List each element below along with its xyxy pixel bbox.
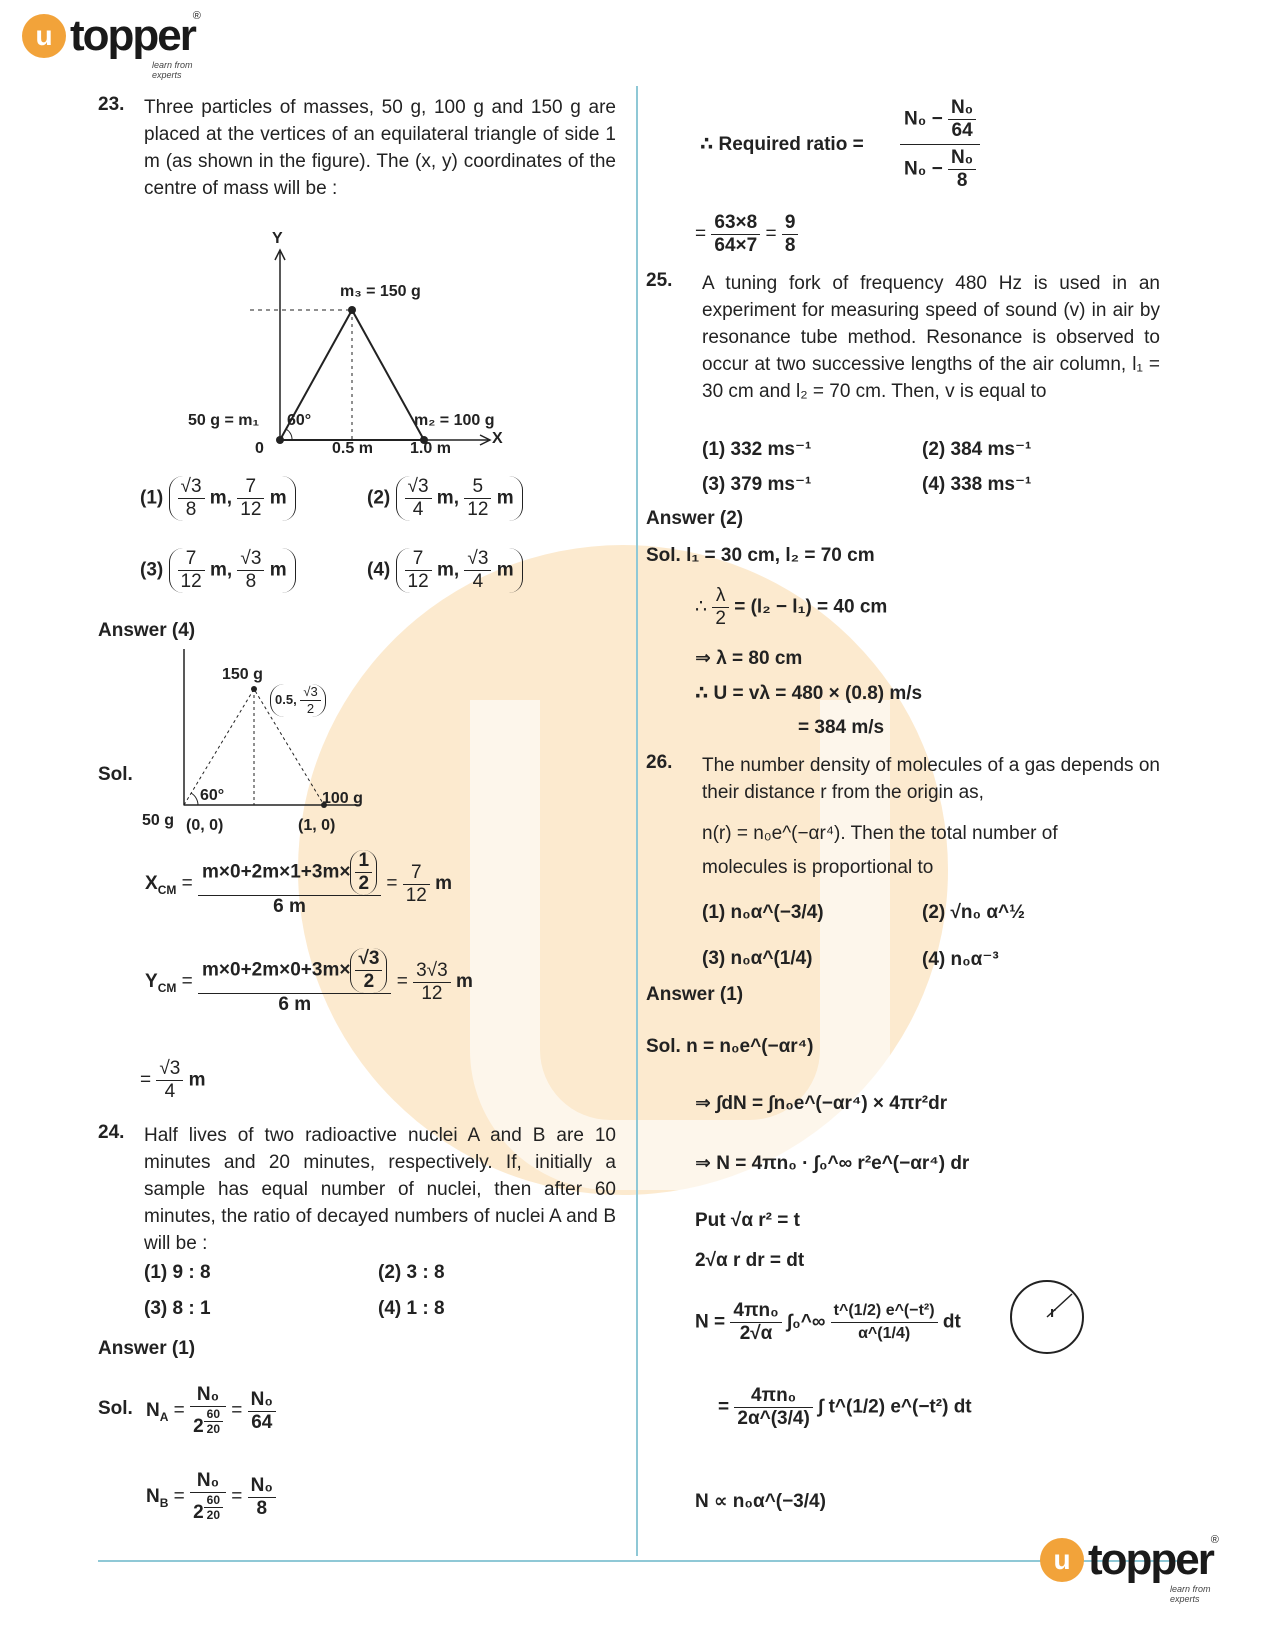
frac-den: α^(1/4) — [858, 1325, 911, 1342]
q24-option-3: (3) 8 : 1 — [144, 1298, 211, 1319]
unit: m — [436, 559, 454, 581]
xcm-label: X — [145, 873, 158, 895]
frac-den: 8 — [956, 170, 968, 191]
q25-step-2: ⇒ λ = 80 cm — [695, 648, 803, 669]
option-bracket: $\frac{√3}{8}$ m, $\frac{7}{12}$ m — [169, 476, 296, 521]
frac-num: t^(1/2) e^(−t²) — [831, 1300, 938, 1323]
frac-num: 5 — [464, 476, 491, 499]
q24-sol-label: Sol. — [98, 1398, 133, 1419]
q25-sol: Sol. l₁ = 30 cm, l₂ = 70 cm — [646, 545, 875, 566]
q26-sol: Sol. n = n₀e^(−αr⁴) — [646, 1036, 814, 1057]
unit: m — [209, 559, 227, 581]
q25-option-2: (2) 384 ms⁻¹ — [922, 439, 1032, 460]
xcm-numerator: m×0+2m×1+3m× — [202, 861, 351, 883]
ycm-label: Y — [145, 971, 158, 993]
sol-angle-label: 60° — [200, 787, 225, 804]
option-bracket: $\frac{7}{12}$ m, $\frac{√3}{8}$ m — [169, 548, 296, 593]
frac-num: √3 — [405, 476, 432, 499]
q26-text-2: n(r) = n₀e^(−αr⁴). Then the total number of — [702, 823, 1058, 844]
q25-answer: Answer (2) — [646, 508, 744, 529]
xcm-denominator: 6 m — [273, 896, 306, 917]
ycm-sub: CM — [157, 980, 177, 995]
q25-number: 25. — [646, 270, 673, 291]
frac-den: 2α^(3/4) — [737, 1408, 810, 1429]
ycm-equation: $Y_{CM}$ = m×0+2m×0+3m× $\frac{√3}{2}$ 6 m = $\frac{3√3}{12}$ m — [145, 948, 473, 1015]
q23-text: Three particles of masses, 50 g, 100 g and 150 g are placed at the vertices of an equilateral triangle of side 1 m (as shown in the figure). The (x, y) coordinates of the centre of mass will be : — [144, 97, 616, 199]
q23-option-3 — [140, 548, 296, 593]
sol-angle-arc — [191, 793, 198, 805]
na-label: N — [146, 1400, 160, 1422]
sol-origin-label: (0, 0) — [186, 817, 224, 834]
frac-num: 60 — [204, 1407, 223, 1422]
frac-den: 12 — [407, 571, 429, 592]
header-logo — [22, 10, 201, 80]
unit: m — [496, 559, 514, 581]
frac-num: √3 — [300, 684, 320, 701]
nb-label: N — [146, 1486, 160, 1508]
fig-half-label: 0.5 m — [332, 440, 373, 457]
q26-option-2: (2) √n₀ α^½ — [922, 902, 1025, 923]
therefore-icon: ∴ — [695, 596, 708, 618]
q26-number: 26. — [646, 752, 673, 773]
q26-line-7: N ∝ n₀α^(−3/4) — [695, 1491, 826, 1512]
q26-option-1: (1) n₀α^(−3/4) — [702, 902, 824, 923]
frac-den: 4 — [164, 1081, 176, 1102]
q24-number: 24. — [98, 1122, 125, 1143]
unit: m — [435, 873, 453, 895]
unit: m — [436, 487, 454, 509]
q26-line-5 — [695, 1300, 961, 1345]
frac-den: 2 — [358, 873, 370, 894]
q23-number: 23. — [98, 94, 125, 115]
q26-text-1: The number density of molecules of a gas depends on their distance r from the origin as, — [702, 755, 1160, 803]
q23-figure — [180, 240, 520, 465]
frac-num: 1 — [355, 850, 372, 873]
ycm-denominator: 6 m — [278, 994, 312, 1015]
frac-den: 8 — [245, 571, 257, 592]
frac-num: √3 — [156, 1058, 183, 1081]
line-suffix: dt — [942, 1311, 961, 1333]
frac-num: N₀ — [948, 97, 976, 120]
column-divider — [636, 86, 638, 1556]
frac-den: 8 — [256, 1497, 268, 1519]
frac-den: 12 — [421, 982, 443, 1004]
sol-left-label: 50 g — [142, 812, 175, 829]
m3-point — [348, 306, 356, 314]
ycm-final: = $\frac{√3}{4}$ m — [140, 1058, 206, 1102]
ratio-result: = $\frac{63\times 8}{64\times 7}$ = $\frac{9}{8}$ — [695, 212, 798, 257]
logo-badge-icon: u — [22, 14, 66, 58]
fig-angle-label: 60° — [287, 412, 312, 429]
unit: m — [269, 487, 287, 509]
q26-text-3: molecules is proportional to — [702, 857, 934, 878]
m1-point — [276, 436, 284, 444]
frac-num: √3 — [355, 948, 382, 971]
fig-one-label: 1.0 m — [410, 440, 451, 457]
xcm-equation: $X_{CM}$ = m×0+2m×1+3m× $\frac{1}{2}$ 6 m = $\frac{7}{12}$ m — [145, 850, 453, 917]
logo-tagline: learn from experts — [1170, 1584, 1211, 1604]
ycm-numerator: m×0+2m×0+3m× — [202, 959, 351, 981]
q26-line-3: Put √α r² = t — [695, 1210, 800, 1231]
footer-divider — [98, 1560, 1178, 1562]
option-label: (2) — [367, 487, 391, 509]
q26-line-4: 2√α r dr = dt — [695, 1250, 805, 1271]
frac-den: 64 — [951, 120, 973, 141]
required-ratio-fraction: N₀ − $\frac{\text{N₀}}{64}$ N₀ − $\frac{\text{N₀}}{8}$ — [900, 95, 980, 194]
q25-step-4: = 384 m/s — [798, 717, 885, 738]
frac-num: 7 — [178, 548, 205, 571]
integral-sign: ∫₀^∞ — [786, 1311, 826, 1333]
frac-den: 12 — [240, 499, 262, 520]
q24-text: Half lives of two radioactive nuclei A and B are 10 minutes and 20 minutes, respectively. If, initially a sample has equal number of nuclei, then after 60 minutes, the ratio of decayed numbers of nuclei A and B will be : — [144, 1125, 616, 1254]
option-label: (1) — [140, 487, 164, 509]
frac-den: 2 — [363, 971, 375, 992]
footer-logo — [1040, 1534, 1219, 1604]
sol-p-label: (1, 0) — [298, 817, 336, 834]
nb-equation: $N_B$ = N₀ 2 $^{\frac{60}{20}}$ = $\frac{\text{N₀}}{8}$ — [146, 1470, 276, 1524]
q25-option-4: (4) 338 ms⁻¹ — [922, 474, 1032, 495]
frac-num: N₀ — [948, 147, 976, 170]
frac-den: 64×7 — [714, 235, 758, 256]
q26-line-6 — [718, 1385, 972, 1430]
fig-m2-label: m₂ = 100 g — [414, 412, 495, 429]
frac-num: 7 — [405, 548, 432, 571]
q26-answer: Answer (1) — [646, 984, 744, 1005]
xcm-fraction — [198, 850, 381, 918]
sol-right-label: 100 g — [322, 790, 363, 807]
logo-tagline: learn from experts — [152, 60, 193, 80]
frac-den: 12 — [405, 884, 427, 906]
option-bracket: $\frac{7}{12}$ m, $\frac{√3}{4}$ m — [396, 548, 523, 593]
frac-num: 9 — [782, 212, 799, 235]
radius-label: r — [1050, 1304, 1056, 1321]
q25-text: A tuning fork of frequency 480 Hz is used in an experiment for measuring speed of sound (v) in air by resonance tube method. Resonance is observed to occur at two successive lengths of the air column, l₁ = 30 cm and l₂ = 70 cm. Then, v is equal to — [702, 273, 1160, 402]
frac-num: N₀ — [248, 1475, 276, 1498]
frac-num: √3 — [178, 476, 205, 499]
sphere-figure — [1008, 1278, 1086, 1356]
xcm-sub: CM — [157, 882, 177, 897]
fig-y-label: Y — [272, 230, 283, 247]
nb-sub: B — [159, 1495, 169, 1510]
q25-option-3: (3) 379 ms⁻¹ — [702, 474, 812, 495]
q25-option-1: (1) 332 ms⁻¹ — [702, 439, 812, 460]
frac-num: N₀ — [190, 1384, 226, 1407]
logo-registered: ® — [1210, 1534, 1219, 1546]
q23-option-2 — [367, 476, 523, 521]
frac-num: 63×8 — [711, 212, 760, 235]
logo-badge-icon: u — [1040, 1538, 1084, 1582]
logo-wordmark: topper — [1088, 1535, 1213, 1584]
sol-top-label: 150 g — [222, 666, 263, 683]
ratio-n0: N₀ — [904, 108, 927, 130]
q25-step-1 — [695, 585, 887, 630]
sol-coord-x: 0.5, — [275, 691, 297, 707]
frac-den: 2√α — [739, 1323, 773, 1344]
option-bracket: $\frac{√3}{4}$ m, $\frac{5}{12}$ m — [396, 476, 523, 521]
frac-den: 2 — [306, 701, 315, 716]
frac-den: 8 — [185, 499, 197, 520]
angle-arc — [286, 429, 292, 440]
q26-line-1: ⇒ ∫dN = ∫n₀e^(−αr⁴) × 4πr²dr — [695, 1093, 948, 1114]
frac-den: 12 — [180, 571, 202, 592]
na-sub: A — [159, 1409, 169, 1424]
power-base: 2 — [193, 1502, 204, 1523]
frac-den: 12 — [467, 499, 489, 520]
option-label: (3) — [140, 559, 164, 581]
frac-den: 20 — [206, 1422, 220, 1436]
power-base: 2 — [193, 1416, 204, 1437]
ycm-fraction — [198, 948, 391, 1016]
frac-num: λ — [712, 585, 729, 608]
ratio-n0: N₀ — [904, 158, 927, 180]
frac-den: 64 — [251, 1411, 273, 1433]
frac-num: 4πn₀ — [734, 1385, 812, 1408]
q23-option-4 — [367, 548, 523, 593]
q24-option-4: (4) 1 : 8 — [378, 1298, 445, 1319]
fig-x-label: X — [492, 430, 503, 447]
frac-num: 7 — [403, 862, 430, 885]
fig-m3-label: m₃ = 150 g — [340, 283, 421, 300]
unit: m — [188, 1069, 206, 1091]
q24-answer: Answer (1) — [98, 1338, 196, 1359]
q23-answer: Answer (4) — [98, 620, 196, 641]
q26-option-4: (4) n₀α⁻³ — [922, 949, 999, 970]
frac-num: √3 — [237, 548, 264, 571]
frac-num: √3 — [464, 548, 491, 571]
frac-den: 20 — [206, 1508, 220, 1522]
q24-option-2: (2) 3 : 8 — [378, 1262, 445, 1283]
frac-den: 2 — [715, 608, 726, 629]
sol-coord — [270, 684, 326, 717]
unit: m — [455, 971, 473, 993]
step-text: = (l₂ − l₁) = 40 cm — [734, 596, 888, 618]
fig-m1-label: 50 g = m₁ — [188, 412, 260, 429]
line-prefix: N = — [695, 1311, 726, 1333]
logo-registered: ® — [192, 10, 201, 22]
unit: m — [209, 487, 227, 509]
unit: m — [269, 559, 287, 581]
frac-num: 4πn₀ — [730, 1300, 781, 1323]
frac-num: 3√3 — [413, 960, 451, 983]
frac-den: 4 — [412, 499, 424, 520]
line-prefix: = — [718, 1396, 730, 1418]
unit: m — [496, 487, 514, 509]
na-equation: $N_A$ = N₀ 2 $^{\frac{60}{20}}$ = $\frac{\text{N₀}}{64}$ — [146, 1384, 276, 1438]
q23-sol-label: Sol. — [98, 764, 133, 785]
frac-den: 8 — [784, 235, 796, 256]
q23-option-1 — [140, 476, 296, 521]
frac-num: 60 — [204, 1493, 223, 1508]
line-suffix: ∫ t^(1/2) e^(−t²) dt — [818, 1396, 972, 1418]
q26-line-2: ⇒ N = 4πn₀ · ∫₀^∞ r²e^(−αr⁴) dr — [695, 1153, 970, 1174]
q25-step-3: ∴ U = vλ = 480 × (0.8) m/s — [695, 683, 923, 704]
frac-den: 4 — [472, 571, 484, 592]
frac-num: N₀ — [190, 1470, 226, 1493]
sol-top-point — [251, 686, 257, 692]
fig-origin-label: 0 — [255, 440, 264, 457]
option-label: (4) — [367, 559, 391, 581]
q24-option-1: (1) 9 : 8 — [144, 1262, 211, 1283]
frac-num: N₀ — [248, 1389, 276, 1412]
q26-option-3: (3) n₀α^(1/4) — [702, 948, 813, 969]
logo-wordmark: topper — [70, 11, 195, 60]
frac-num: 7 — [237, 476, 264, 499]
required-ratio-label: ∴ Required ratio = — [700, 134, 864, 155]
